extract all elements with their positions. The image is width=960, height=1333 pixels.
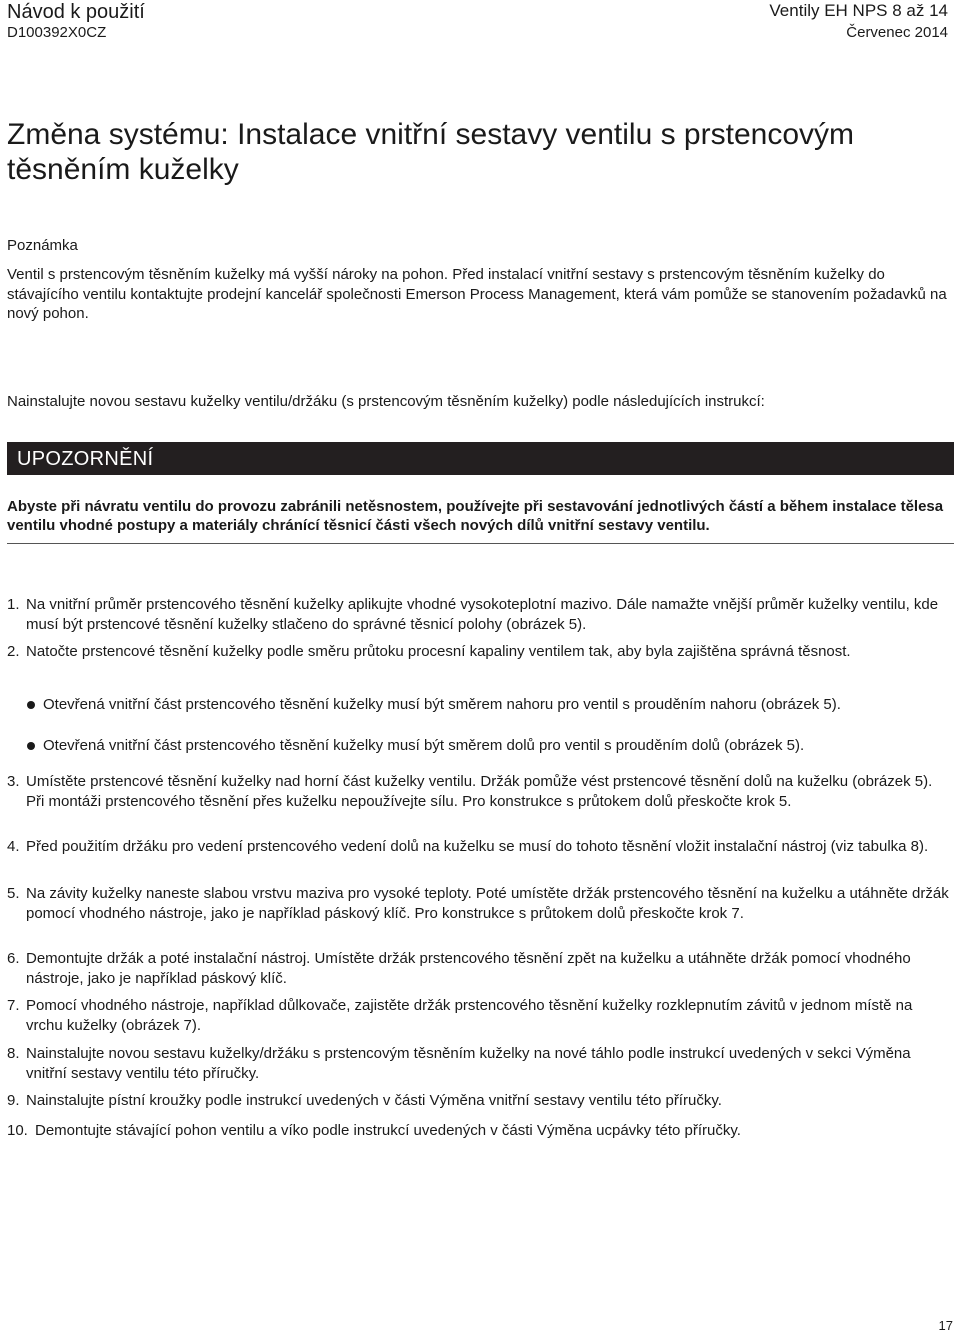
page-number: 17 bbox=[938, 1318, 953, 1333]
step-text: Demontujte držák a poté instalační nástroj. Umístěte držák prstencového těsnění zpět na kuželku a utáhněte držák pomocí vhodného nástroje, jako je například páskový klíč. bbox=[26, 950, 911, 987]
step-number: 8. bbox=[7, 1045, 20, 1062]
step-text: Na vnitřní průměr prstencového těsnění kuželky aplikujte vhodné vysokoteplotní mazivo. Dále namažte vnější průměr kuželky ventilu, kde musí být prstencové těsnění kuželky stlačeno do správné těsnicí polohy (obrázek 5). bbox=[26, 596, 939, 633]
bullet-text: Otevřená vnitřní část prstencového těsnění kuželky musí být směrem nahoru pro ventil s prouděním nahoru (obrázek 5). bbox=[43, 696, 841, 713]
step-number: 3. bbox=[7, 773, 20, 790]
step-text: Před použitím držáku pro vedení prstencového vedení dolů na kuželku se musí do tohoto těsnění vložit instalační nástroj (viz tabulka 8). bbox=[26, 838, 929, 855]
step-item bbox=[7, 996, 952, 1035]
product-name: Ventily EH NPS 8 až 14 bbox=[769, 1, 948, 20]
step-number: 10. bbox=[7, 1122, 28, 1139]
step-item bbox=[7, 1044, 952, 1083]
step-number: 2. bbox=[7, 643, 20, 660]
intro-text: Nainstalujte novou sestavu kuželky ventilu/držáku (s prstencovým těsněním kuželky) podle následujících instrukcí: bbox=[7, 393, 765, 410]
step-item bbox=[7, 642, 952, 662]
step-text: Pomocí vhodného nástroje, například důlkovače, zajistěte držák prstencového těsnění kuželky rozklepnutím závitů v jednom místě na vrchu kuželky (obrázek 7). bbox=[26, 997, 913, 1034]
step-text: Na závity kuželky naneste slabou vrstvu maziva pro vysoké teploty. Poté umístěte držák prstencového těsnění na kuželku a utáhněte držák pomocí vhodného nástroje, jako je například páskový klíč. Pro konstrukce s průtokem dolů přeskočte krok 7. bbox=[26, 885, 949, 922]
doc-code: D100392X0CZ bbox=[7, 24, 107, 41]
step-item bbox=[7, 837, 952, 857]
step-number: 6. bbox=[7, 950, 20, 967]
warning-banner bbox=[7, 442, 954, 475]
step-text: Demontujte stávající pohon ventilu a víko podle instrukcí uvedených v části Výměna ucpávky této příručky. bbox=[35, 1122, 741, 1139]
step-item bbox=[7, 949, 952, 988]
doc-type-label: Návod k použití bbox=[7, 1, 145, 23]
step-text: Umístěte prstencové těsnění kuželky nad horní část kuželky ventilu. Držák pomůže vést prstencové těsnění dolů na kuželku (obrázek 5). Při montáži prstencového těsnění přes kuželku nepoužívejte sílu. Pro konstrukce s průtokem dolů přeskočte krok 5. bbox=[26, 773, 933, 810]
step-text: Nainstalujte novou sestavu kuželky/držáku s prstencovým těsněním kuželky na nové táhlo podle instrukcí uvedených v sekci Výměna vnitřní sestavy ventilu této příručky. bbox=[26, 1045, 911, 1082]
note-heading: Poznámka bbox=[7, 237, 78, 254]
step-item bbox=[7, 595, 952, 634]
step-text: Natočte prstencové těsnění kuželky podle směru průtoku procesní kapaliny ventilem tak, aby byla zajištěna správná těsnost. bbox=[26, 643, 851, 660]
bullet-icon bbox=[27, 701, 35, 709]
step-number: 4. bbox=[7, 838, 20, 855]
step-item bbox=[7, 772, 952, 811]
step-text: Nainstalujte pístní kroužky podle instrukcí uvedených v části Výměna vnitřní sestavy ventilu této příručky. bbox=[26, 1092, 722, 1109]
page-title: Změna systému: Instalace vnitřní sestavy ventilu s prstencovým těsněním kuželky bbox=[7, 118, 854, 186]
step-item bbox=[7, 1121, 952, 1141]
note-text: Ventil s prstencovým těsněním kuželky má vyšší nároky na pohon. Před instalací vnitřní sestavy s prstencovým těsněním kuželky do stávajícího ventilu kontaktujte prodejní kancelář společnosti Emerson Process Management, která vám pomůže se stanovením požadavků na nový pohon. bbox=[7, 266, 947, 322]
warning-divider bbox=[7, 543, 954, 544]
bullet-icon bbox=[27, 742, 35, 750]
bullet-item bbox=[27, 736, 952, 756]
step-number: 5. bbox=[7, 885, 20, 902]
warning-label: UPOZORNĚNÍ bbox=[17, 448, 154, 470]
step-item bbox=[7, 884, 952, 923]
step-number: 1. bbox=[7, 596, 20, 613]
bullet-item bbox=[27, 695, 952, 715]
doc-date: Červenec 2014 bbox=[846, 24, 948, 41]
step-item bbox=[7, 1091, 952, 1111]
bullet-text: Otevřená vnitřní část prstencového těsnění kuželky musí být směrem dolů pro ventil s prouděním dolů (obrázek 5). bbox=[43, 737, 805, 754]
warning-text: Abyste při návratu ventilu do provozu zabránili netěsnostem, používejte při sestavování jednotlivých částí a během instalace tělesa ventilu vhodné postupy a materiály chránící těsnicí části všech nových dílů vnitřní sestavy ventilu. bbox=[7, 498, 944, 534]
step-number: 7. bbox=[7, 997, 20, 1014]
step-number: 9. bbox=[7, 1092, 20, 1109]
